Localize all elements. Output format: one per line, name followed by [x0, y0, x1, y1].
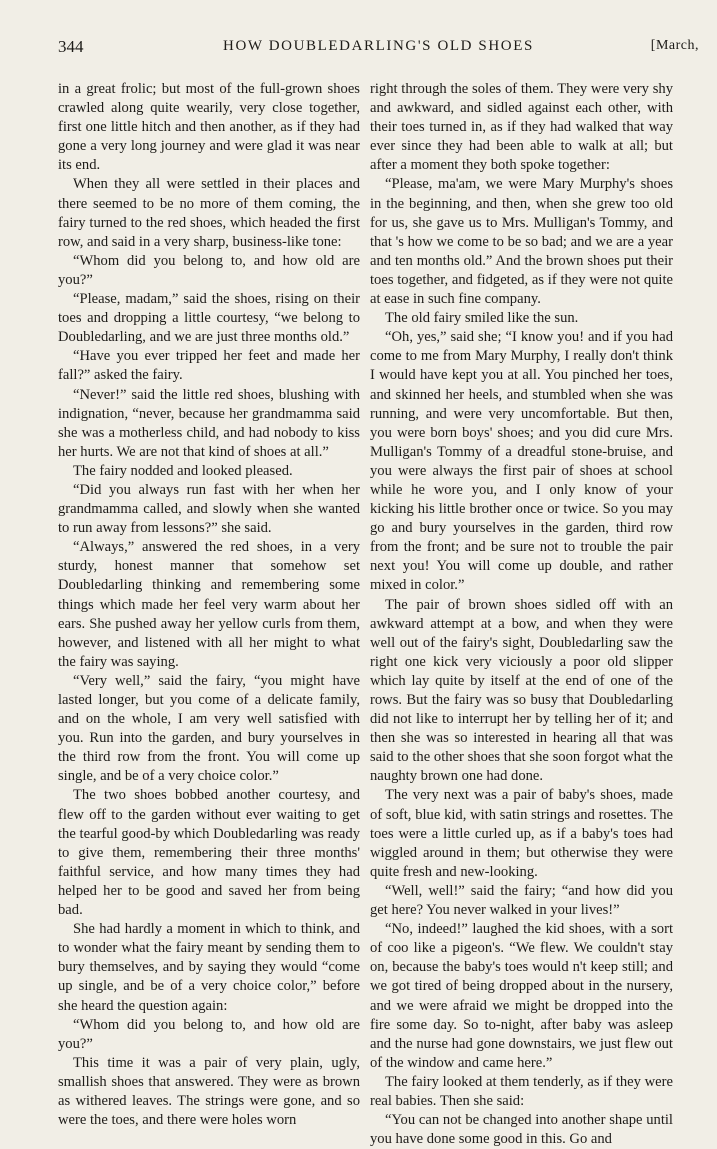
- paragraph: “Oh, yes,” said she; “I know you! and if you had come to me from Mary Murphy, I really don't think I would have kept you at all. You pinched her toes, and skinned her heels, and stumbled when she was running, and were very uncomfortable. But then, you were born boys' shoes; and you did cure Mrs. Mulligan's Tommy of a dreadful stone-bruise, and you were always the first pair of shoes at school while he wore you, and I only know of your kicking his little brother once or twice. So you may go and bury yourselves in the garden, third row from the front; and be sure not to trouble the pair next you! You will come up double, and rather mixed in color.”: [370, 329, 673, 594]
- paragraph: The old fairy smiled like the sun.: [385, 310, 579, 327]
- right-column: [370, 80, 673, 1149]
- paragraph: She had hardly a moment in which to think, and to wonder what the fairy meant by sending them to bury themselves, and by saying they would “come up single, and be of a very choice color,” before she heard the question again:: [58, 921, 360, 1014]
- running-title: HOW DOUBLEDARLING'S OLD SHOES: [223, 38, 534, 54]
- page-number: 344: [58, 37, 84, 56]
- paragraph: The fairy nodded and looked pleased.: [73, 462, 293, 479]
- paragraph: “Please, madam,” said the shoes, rising on their toes and dropping a little courtesy, “we belong to Doubledarling, and we are just three months old.”: [58, 291, 360, 346]
- paragraph: The very next was a pair of baby's shoes, made of soft, blue kid, with satin strings and rosettes. The toes were a little curled up, as if a baby's toes had wiggled around in them; but otherwise they were quite fresh and new-looking.: [370, 787, 673, 880]
- paragraph: This time it was a pair of very plain, ugly, smallish shoes that answered. They were as brown as withered leaves. The strings were gone, and so were the toes, and there were holes worn: [58, 1054, 360, 1129]
- paragraph: “Whom did you belong to, and how old are you?”: [58, 1016, 360, 1052]
- paragraph: right through the soles of them. They were very shy and awkward, and sidled against each other, with their toes turned in, as if they had walked that way ever since they had been able to walk at all; but after a moment they both spoke together:: [370, 81, 673, 174]
- paragraph: “You can not be changed into another shape until you have done some good in this. Go and: [370, 1112, 673, 1148]
- paragraph: “Never!” said the little red shoes, blushing with indignation, “never, because her grandmamma said she was a motherless child, and had nobody to kiss her hurts. We are not that kind of shoes at all.”: [58, 386, 360, 460]
- paragraph: “Did you always run fast with her when her grandmamma called, and slowly when she wanted to run away from lessons?” she said.: [58, 481, 360, 537]
- paragraph: “Always,” answered the red shoes, in a very sturdy, honest manner that somehow set Doubledarling thinking and remembering some things which made her feel very warm about her ears. She pushed away her yellow curls from them, however, and listened with all her might to what the fairy was saying.: [58, 539, 360, 670]
- page-header: [58, 37, 699, 61]
- left-column: [58, 80, 360, 1130]
- paragraph: When they all were settled in their places and there seemed to be no more of them coming, the fairy turned to the red shoes, which headed the first row, and said in a very sharp, business-like tone:: [58, 176, 360, 250]
- month-label: [March,: [650, 38, 699, 53]
- paragraph: The fairy looked at them tenderly, as if they were real babies. Then she said:: [370, 1073, 673, 1109]
- paragraph: “Have you ever tripped her feet and made her fall?” asked the fairy.: [58, 348, 360, 384]
- paragraph: “Very well,” said the fairy, “you might have lasted longer, but you come of a delicate family, and on the whole, I am very well satisfied with you. Run into the garden, and bury yourselves in the third row from the front. You will come up single, and be of a very choice color.”: [58, 672, 360, 785]
- paragraph: “Well, well!” said the fairy; “and how did you get here? You never walked in your lives!”: [370, 882, 673, 919]
- paragraph: The pair of brown shoes sidled off with an awkward attempt at a bow, and when they were well out of the fairy's sight, Doubledarling saw the right one kick very viciously a poor old slipper which lay quite by itself at the end of one of the rows. But the fairy was so busy that Doubledarling did not like to interrupt her by telling her of it; and then she was so interested in hearing all that was said to the other shoes that she soon forgot what the naughty brown one had done.: [370, 596, 673, 785]
- paragraph: “Whom did you belong to, and how old are you?”: [58, 252, 360, 288]
- paragraph: “No, indeed!” laughed the kid shoes, with a sort of coo like a pigeon's. “We flew. We couldn't stay on, because the baby's toes would n't keep still; and we got tired of being dropped about in the nursery, and we were afraid we might be dropped into the fire some day. So to-night, after baby was asleep and the nurse had gone downstairs, we just flew out of the window and came here.”: [370, 921, 673, 1071]
- paragraph: The two shoes bobbed another courtesy, and flew off to the garden without ever waiting to get the tearful good-by which Doubledarling was ready to give them, remembering their three months' faithful service, and how many times they had helped her to be good and saved her from being bad.: [58, 787, 360, 919]
- paragraph: in a great frolic; but most of the full-grown shoes crawled along quite wearily, very close together, first one little hitch and then another, as if they had gone a very long journey and were glad it was near its end.: [58, 81, 360, 174]
- paragraph: “Please, ma'am, we were Mary Murphy's shoes in the beginning, and then, when she grew too old for us, she gave us to Mrs. Mulligan's Tommy, and that 's how we come to be so bad; and we are a year and ten months old.” And the brown shoes put their toes together, and fidgeted, as if they were not quite at ease in such fine company.: [370, 176, 673, 308]
